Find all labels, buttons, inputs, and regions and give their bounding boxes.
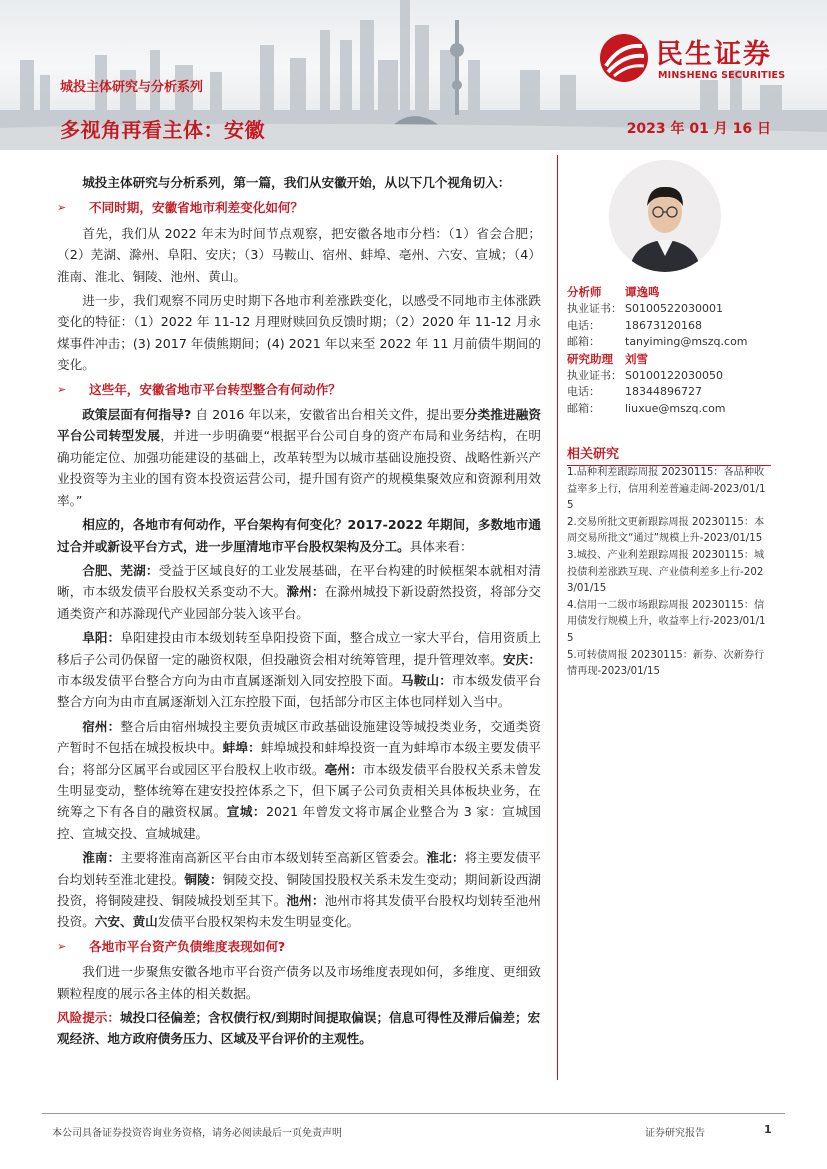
text: 市本级发债平台股权关系未曾发生明显变动，整体统筹在建安投控体系之下，但下属子公司负责相关具体板块业务，在统筹之下有各自的融资权属。 xyxy=(57,761,542,820)
text: 市本级发债平台整合方向为由市直属逐渐划入同安控股下面。 xyxy=(57,672,401,688)
bold-text: 铜陵： xyxy=(184,871,223,887)
analyst-row xyxy=(567,284,771,301)
analyst-row xyxy=(567,334,771,351)
text: 具体来看： xyxy=(409,538,473,554)
bold-text: 合肥、芜湖： xyxy=(82,562,159,578)
bold-text: 池州： xyxy=(286,893,325,908)
analyst-photo xyxy=(609,160,721,272)
text: ，并进一步明确要“根据平台公司自身的资产布局和业务结构，在明确功能定位、加强功能建设的基础上，改革转型为以城市基础设施投资、战略性新兴产业投资等为主业的国有资本投资运营公司，提升国有资产的规模集聚效应和资源利用效率。” xyxy=(57,428,542,508)
related-item[interactable]: 4.信用一二级市场跟踪周报 20230115：信用债发行规模上升，收益率上行-2023/01/15 xyxy=(567,599,766,644)
text: 2021 年曾发文将市属企业整合为 3 家：宣城国控、宣城交投、宣城城建。 xyxy=(57,804,542,841)
page-number: 1 xyxy=(764,1123,772,1136)
main-content xyxy=(57,172,541,1050)
bold-text: 阜阳： xyxy=(82,630,121,646)
text: 主要将淮南高新区平台由市本级划转至高新区管委会。 xyxy=(120,850,427,866)
field-label: 邮箱： xyxy=(567,401,600,415)
lead-paragraph: 城投主体研究与分析系列，第一篇，我们从安徽开始，从以下几个视角切入： xyxy=(82,175,511,190)
text: 将主要发债平台均划转至淮北建投。 xyxy=(57,850,542,887)
arrow-bullet-icon: ➢ xyxy=(57,939,67,953)
section-heading-2 xyxy=(57,379,541,400)
text: 发债平台股权架构未发生明显变化。 xyxy=(157,914,360,930)
bold-text: 政策层面有何指导? xyxy=(82,407,192,423)
section-heading-text: 不同时期，安徽省地市利差变化如何？ xyxy=(89,200,304,216)
analyst-name: 刘雪 xyxy=(625,351,648,366)
header-banner xyxy=(0,0,827,150)
arrow-bullet-icon: ➢ xyxy=(57,201,67,215)
phone-number: 18344896727 xyxy=(625,385,702,399)
bold-text: 淮南： xyxy=(82,850,121,866)
paragraph: 首先，我们从 2022 年末为时间节点观察，把安徽各地市分档：（1）省会合肥；（2）芜湖、滁州、阜阳、安庆；（3）马鞍山、宿州、蚌埠、亳州、六安、宣城；（4）淮南、淮北、铜陵、池州、黄山。 xyxy=(57,225,541,284)
text: 整合后由宿州城投主要负责城区市政基础设施建设等城投类业务，交通类资产暂时不包括在城投板块中。 xyxy=(57,718,542,756)
person-avatar-icon xyxy=(609,160,721,272)
text: 在滁州城投下新设蔚然投资，将部分交通类资产和苏滁现代产业园部分装入该平台。 xyxy=(57,584,542,621)
section-heading-3 xyxy=(57,936,541,957)
bold-text: 马鞍山： xyxy=(401,672,452,688)
text: 市本级发债平台整合方向为由市直属逐渐划入江东控股下面，包括部分市区主体也同样划入当中。 xyxy=(57,672,542,710)
analyst-row xyxy=(567,384,771,401)
paragraph: 进一步，我们观察不同历史时期下各地市利差涨跌变化，以感受不同地市主体涨跌变化的特征：（1）2022 年 11-12 月理财赎回负反馈时期；（2）2020 年 11-12 月永煤事件冲击；(3) 2017 年债熊期间；(4) 2021 年以来至 2022 年 11 月前债牛期间的变化。 xyxy=(57,293,541,373)
email-address[interactable]: tanyiming@mszq.com xyxy=(625,335,748,349)
bold-text: 蚌埠： xyxy=(222,740,261,756)
bold-text: 六安、黄山 xyxy=(94,914,158,930)
analyst-row xyxy=(567,368,771,385)
cert-number: S0100122030050 xyxy=(625,368,723,382)
series-title: 城投主体研究与分析系列 xyxy=(60,80,204,95)
minsheng-logo-icon xyxy=(598,32,650,84)
logo-text-cn: 民生证券 xyxy=(656,39,772,70)
company-logo xyxy=(598,30,808,86)
bold-text: 滁州： xyxy=(286,584,325,600)
related-research-heading: 相关研究 xyxy=(567,443,771,466)
text: 阜阳建投由市本级划转至阜阳投资下面，整合成立一家大平台，信用资质上移后子公司仍保留一定的融资权限，但投融资会相对统筹管理，提升管理效率。 xyxy=(57,630,542,667)
text: 池州市将其发债平台股权均划转至池州投资。 xyxy=(57,893,542,930)
related-item[interactable]: 1.品种利差跟踪周报 20230115：各品种收益率多上行，信用利差普遍走阔-2023/01/15 xyxy=(567,467,766,512)
bold-text: 淮北： xyxy=(426,850,465,866)
section-heading-1 xyxy=(57,197,541,218)
paragraph: 我们进一步聚焦安徽各地市平台资产债务以及市场维度表现如何，多维度、更细致颗粒程度的展示各主体的相关数据。 xyxy=(57,964,541,1001)
bold-text: 安庆： xyxy=(502,651,542,667)
paragraph xyxy=(57,716,541,844)
analyst-row xyxy=(567,318,771,335)
section-heading-text: 这些年，安徽省地市平台转型整合有何动作？ xyxy=(89,381,341,397)
text: 铜陵交投、铜陵国投股权关系未发生变动；期间新设西湖投资，将铜陵建投、铜陵城投划至其下。 xyxy=(57,871,542,908)
related-item[interactable]: 3.城投、产业利差跟踪周报 20230115：城投债利差涨跌互现、产业债利差多上行-2023/01/15 xyxy=(567,549,765,595)
analyst-row xyxy=(567,351,771,368)
paragraph xyxy=(57,627,541,713)
column-divider xyxy=(557,155,558,1080)
risk-warning xyxy=(57,1007,541,1050)
field-label: 邮箱： xyxy=(567,335,600,349)
analyst-name: 谭逸鸣 xyxy=(625,285,660,299)
email-address[interactable]: liuxue@mszq.com xyxy=(625,401,726,415)
report-title: 多视角再看主体：安徽 xyxy=(60,118,265,142)
related-item[interactable]: 5.可转债周报 20230115：新券、次新券行情再现-2023/01/15 xyxy=(567,649,765,678)
field-label: 电话： xyxy=(567,385,600,399)
paragraph xyxy=(57,560,541,624)
section-heading-text: 各地市平台资产负债维度表现如何? xyxy=(89,938,286,954)
bold-text: 相应的，各地市有何动作，平台架构有何变化？2017-2022 年期间，多数地市通过合并或新设平台方式，进一步厘清地市平台股权架构及分工。 xyxy=(57,517,541,554)
related-research-list xyxy=(567,465,771,681)
role-label: 研究助理 xyxy=(567,351,613,366)
bold-text: 宣城： xyxy=(226,804,266,820)
text: 自 2016 年以来，安徽省出台相关文件，提出要 xyxy=(191,407,465,423)
report-date: 2023 年 01 月 16 日 xyxy=(626,121,771,137)
text: 受益于区域良好的工业发展基础，在平台构建的时候框架本就相对清晰，市本级发债平台股权关系变动不大。 xyxy=(57,562,542,600)
phone-number: 18673120168 xyxy=(625,318,702,332)
paragraph xyxy=(57,847,541,933)
analyst-info xyxy=(567,284,771,418)
risk-label: 风险提示： xyxy=(57,1010,120,1026)
field-label: 电话： xyxy=(567,318,600,332)
cert-number: S0100522030001 xyxy=(625,302,723,315)
analyst-row xyxy=(567,301,771,318)
logo-text-en: MINSHENG SECURITIES xyxy=(658,70,786,81)
analyst-row xyxy=(567,401,771,418)
footer-disclaimer: 本公司具备证券投资咨询业务资格，请务必阅读最后一页免责声明 xyxy=(52,1128,342,1139)
bold-text: 亳州： xyxy=(324,761,363,777)
arrow-bullet-icon: ➢ xyxy=(57,382,67,396)
footer-report-type: 证券研究报告 xyxy=(645,1128,705,1139)
footer-divider xyxy=(42,1113,785,1114)
related-item[interactable]: 2.交易所批文更新跟踪周报 20230115：本周交易所批文“通过”规模上升-2023/01/15 xyxy=(567,516,765,545)
role-label: 分析师 xyxy=(567,285,602,299)
field-label: 执业证书： xyxy=(567,302,622,315)
paragraph xyxy=(57,514,541,557)
risk-text: 城投口径偏差；含权债行权/到期时间提取偏误；信息可得性及滞后偏差；宏观经济、地方政府债务压力、区域及平台评价的主观性。 xyxy=(57,1010,541,1047)
bold-text: 宿州： xyxy=(82,718,121,734)
field-label: 执业证书： xyxy=(567,368,622,382)
bold-text: 分类推进融资平台公司转型发展 xyxy=(57,407,542,444)
paragraph xyxy=(57,404,541,511)
text: 蚌埠城投和蚌埠投资一直为蚌埠市本级主要发债平台；将部分区属平台或园区平台股权上收市级。 xyxy=(57,740,542,777)
